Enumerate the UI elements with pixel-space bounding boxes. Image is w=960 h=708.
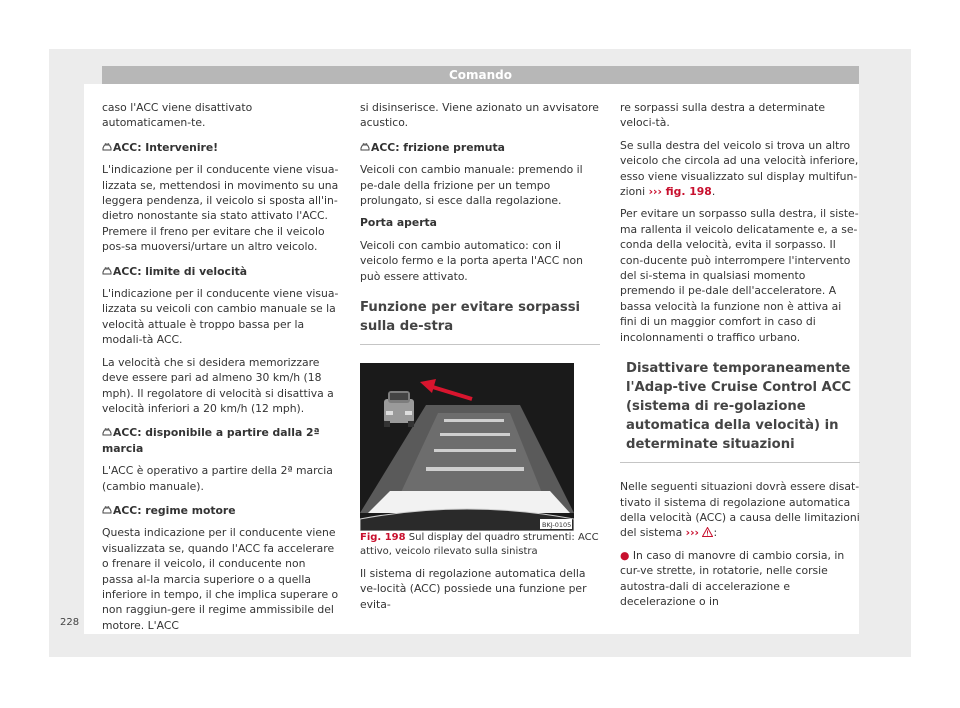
- paragraph: caso l'ACC viene disattivato automaticamen-te.: [102, 101, 253, 130]
- indicator-block: [102, 503, 340, 633]
- indicator-block: [102, 425, 340, 494]
- section-heading: Funzione per evitare sorpassi sulla de-stra: [360, 298, 600, 345]
- indicator-block: [102, 140, 340, 255]
- figure-caption: [360, 531, 600, 559]
- running-header: Comando: [102, 66, 859, 84]
- paragraph: Veicoli con cambio automatico: con il veicolo fermo e la porta aperta l'ACC non può essere attivato.: [360, 238, 583, 283]
- figure-label: Fig. 198: [360, 532, 406, 544]
- detected-vehicle: [384, 391, 414, 427]
- warning-triangle-icon: [702, 527, 713, 537]
- car-warning-icon: [102, 428, 112, 437]
- car-warning-icon: [102, 506, 112, 515]
- paragraph: L'indicazione per il conducente viene visua-lizzata se, mettendosi in movimento su una leggera pendenza, il veicolo si sposta all'in-dietro nonostante sia stato attivato l'ACC. Premere il freno per evitare che il veicolo pos-sa muoversi/urtare un altro veicolo.: [102, 163, 339, 254]
- paragraph: Questa indicazione per il conducente viene visualizzata se, quando l'ACC fa accelerare o frenare il veicolo, il conducente non passa al-la marcia superiore o a quella inferiore in tempo, il che implica superare o non raggiun-gere il regime ammissibile del motore. L'ACC: [102, 526, 339, 632]
- paragraph: L'indicazione per il conducente viene visua-lizzata su veicoli con cambio manuale se la velocità attuale è troppo bassa per la modali-tà ACC.: [102, 287, 339, 347]
- paragraph: Veicoli con cambio manuale: premendo il pe-dale della frizione per un tempo prolungato, si esce dalla regolazione.: [360, 163, 583, 208]
- section-heading: Disattivare temporaneamente l'Adap-tive Cruise Control ACC (sistema di re-golazione automatica della velocità) in determinate situazioni: [620, 359, 860, 463]
- bullet-item: ● In caso di manovre di cambio corsia, in cur-ve strette, in rotatorie, nelle corsie autostra-dali di accelerazione e decelerazione o in: [620, 548, 845, 608]
- bullet-icon: ●: [620, 548, 630, 562]
- indicator-heading: ACC: regime motore: [113, 503, 236, 517]
- paragraph: Se sulla destra del veicolo si trova un altro veicolo che circola ad una velocità inferiore, esso viene visualizzato sul display multifun-zioni ››› fig. 198.: [620, 138, 859, 199]
- lane-marker: [426, 467, 524, 471]
- column-1: [102, 100, 340, 640]
- column-2: [360, 100, 600, 619]
- car-warning-icon: [102, 143, 112, 152]
- page-number: 228: [60, 617, 80, 628]
- column-3: [620, 100, 860, 616]
- paragraph: L'ACC è operativo a partire della 2ª marcia (cambio manuale).: [102, 464, 333, 493]
- paragraph: La velocità che si desidera memorizzare deve essere pari ad almeno 30 km/h (18 mph). Il regolatore di velocità si disattiva a velocità inferiori a 20 km/h (12 mph).: [102, 355, 334, 415]
- indicator-heading: ACC: Intervenire!: [113, 140, 219, 154]
- indicator-block: [102, 264, 340, 417]
- paragraph: si disinserisce. Viene azionato un avvisatore acustico.: [360, 101, 599, 130]
- indicator-heading: ACC: frizione premuta: [371, 140, 505, 154]
- figure-code: BKJ-0105: [542, 521, 572, 530]
- paragraph: Per evitare un sorpasso sulla destra, il siste-ma rallenta il veicolo delicatamente e, a se-conda della velocità, evita il sorpasso. Il con-ducente può interrompere l'intervento del si-stema in qualsiasi momento premendo il pe-dale dell'acceleratore. A bassa velocità la funzione non è attiva ai fini di un maggior comfort in caso di incolonnamenti o traffico urbano.: [620, 207, 859, 344]
- instrument-display-illustration: [360, 363, 574, 531]
- car-warning-icon: [102, 267, 112, 276]
- figure-caption-text: Sul display del quadro strumenti: ACC attivo, veicolo rilevato sulla sinistra: [360, 532, 599, 558]
- lane-marker: [444, 419, 504, 422]
- figure-reference-link[interactable]: ››› fig. 198: [648, 185, 712, 199]
- paragraph: re sorpassi sulla destra a determinate veloci-tà.: [620, 101, 825, 130]
- indicator-heading: ACC: disponibile a partire dalla 2ª marcia: [102, 426, 320, 455]
- warning-reference-link[interactable]: ›››: [685, 526, 699, 540]
- car-warning-icon: [360, 143, 370, 152]
- indicator-heading: ACC: limite di velocità: [113, 264, 248, 278]
- paragraph: Il sistema di regolazione automatica della ve-locità (ACC) possiede una funzione per evita-: [360, 567, 587, 611]
- lane-marker: [434, 449, 516, 452]
- lane-marker: [440, 433, 510, 436]
- indicator-block: [360, 140, 600, 209]
- subheading: Porta aperta: [360, 216, 437, 230]
- paragraph: Nelle seguenti situazioni dovrà essere disat-tivato il sistema di regolazione automatica della velocità (ACC) a causa delle limitazioni del sistema ››› :: [620, 480, 860, 540]
- figure-198: [360, 363, 574, 531]
